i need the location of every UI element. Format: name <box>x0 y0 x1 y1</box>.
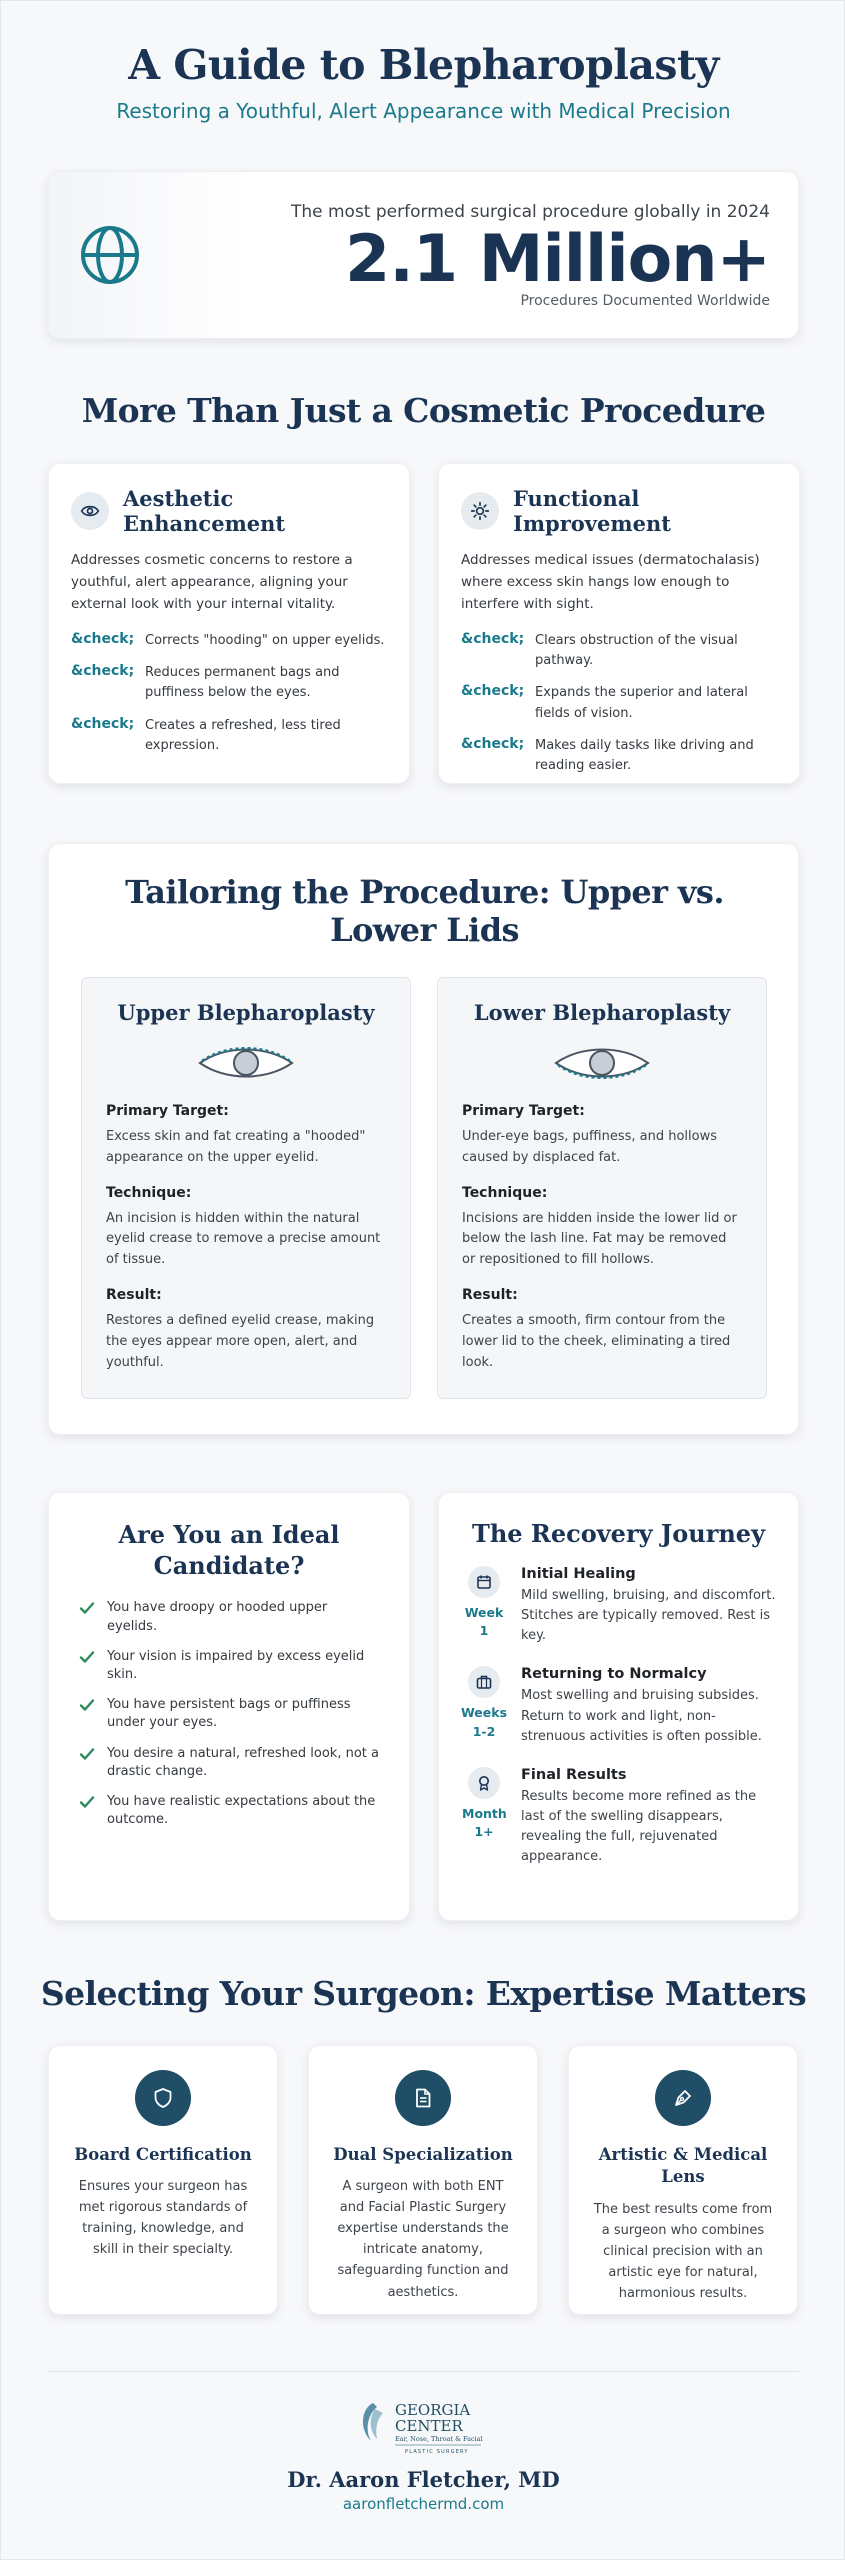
list-item: &check; Clears obstruction of the visual pathway. <box>461 631 777 671</box>
check-mark: &check; <box>71 631 135 648</box>
candidate-card <box>48 1492 410 1921</box>
card-description: Addresses cosmetic concerns to restore a youthful, alert appearance, aligning your external look with your internal vitality. <box>71 552 353 612</box>
check-mark: &check; <box>71 663 135 680</box>
list-item: &check; Corrects "hooding" on upper eyelids. <box>71 631 387 651</box>
recovery-title: The Recovery Journey <box>471 1519 766 1548</box>
card-title: Board Certification <box>74 2145 252 2164</box>
upper-lid-panel: Upper Blepharoplasty Primary Target: Excess skin and fat creating a "hooded" appearance on the upper eyelid. Technique: An incision is hidden within the natural eyelid crease to remove a precise amount of tissue. Result: Restores a defined eyelid crease, making the eyes appear more open, alert, and youthful. <box>81 977 411 1399</box>
panel-title: Upper Blepharoplasty <box>117 1000 375 1025</box>
list-item: Your vision is impaired by excess eyelid skin. <box>79 1648 379 1684</box>
lower-eyelid-icon <box>552 1043 652 1083</box>
award-icon <box>468 1767 500 1799</box>
list-item: &check; Expands the superior and lateral fields of vision. <box>461 683 777 723</box>
georgia-center-logo <box>353 2395 493 2457</box>
footer-divider <box>48 2371 799 2372</box>
board-certification-card <box>48 2045 278 2315</box>
website-link[interactable]: aaronfletchermd.com <box>342 2495 505 2513</box>
stat-caption: The most performed surgical procedure globally in 2024 <box>290 202 770 222</box>
list-item: You desire a natural, refreshed look, not a drastic change. <box>79 1745 379 1781</box>
card-title: Aesthetic Enhancement <box>123 486 286 537</box>
pen-icon <box>655 2070 711 2126</box>
check-icon <box>79 1649 95 1665</box>
section-title-surgeon: Selecting Your Surgeon: Expertise Matters <box>40 1974 807 2013</box>
recovery-when: Weeks 1-2 <box>460 1705 508 1739</box>
stat-card <box>48 171 799 339</box>
lower-lid-panel: Lower Blepharoplasty Primary Target: Under-eye bags, puffiness, and hollows caused by displaced fat. Technique: Incisions are hidden inside the lower lid or below the lash line. Fat may be removed or repositioned to fill hollows. Result: Creates a smooth, firm contour from the lower lid to the cheek, eliminating a tired look. <box>437 977 767 1399</box>
section-title-cosmetic: More Than Just a Cosmetic Procedure <box>81 391 766 430</box>
stat-note: Procedures Documented Worldwide <box>520 293 770 309</box>
section-title-tailoring: Tailoring the Procedure: Upper vs. Lower Lids <box>125 873 724 949</box>
card-description: The best results come from a surgeon who combines clinical precision with an artistic eye for natural, harmonious results. <box>593 2201 773 2301</box>
upper-eyelid-icon <box>196 1043 296 1083</box>
list-item: &check; Reduces permanent bags and puffiness below the eyes. <box>71 663 387 703</box>
calendar-icon <box>468 1566 500 1598</box>
document-icon <box>395 2070 451 2126</box>
list-item: You have droopy or hooded upper eyelids. <box>79 1599 379 1635</box>
list-item: You have realistic expectations about the outcome. <box>79 1793 379 1829</box>
panel-title: Lower Blepharoplasty <box>473 1000 731 1025</box>
card-title: Dual Specialization <box>333 2145 513 2164</box>
aesthetic-card <box>48 463 410 784</box>
card-description: Ensures your surgeon has met rigorous standards of training, knowledge, and skill in their specialty. <box>78 2179 248 2258</box>
card-title: Artistic & Medical Lens <box>598 2145 768 2187</box>
recovery-step: Month 1+ Final Results Results become more refined as the last of the swelling disappears, revealing the full, rejuvenated appearance. <box>462 1766 757 1865</box>
briefcase-icon <box>468 1666 500 1698</box>
check-mark: &check; <box>461 631 525 648</box>
check-mark: &check; <box>461 683 525 700</box>
svg-text:Ear, Nose, Throat & Facial: Ear, Nose, Throat & Facial <box>395 2435 483 2443</box>
recovery-when: Month 1+ <box>462 1805 507 1839</box>
tailoring-card <box>48 843 799 1435</box>
check-icon <box>79 1746 95 1762</box>
list-item: &check; Creates a refreshed, less tired expression. <box>71 716 387 756</box>
svg-text:PLASTIC SURGERY: PLASTIC SURGERY <box>405 2449 469 2455</box>
card-title: Functional Improvement <box>513 486 671 537</box>
eye-icon <box>71 492 109 530</box>
functional-card <box>438 463 800 784</box>
artistic-medical-lens-card <box>568 2045 798 2315</box>
dual-specialization-card <box>308 2045 538 2315</box>
check-icon <box>79 1794 95 1810</box>
svg-text:GEORGIA: GEORGIA <box>395 2401 471 2419</box>
card-description: A surgeon with both ENT and Facial Plastic Surgery expertise understands the intricate anatomy, safeguarding function and aesthetics. <box>337 2179 509 2300</box>
card-description: Addresses medical issues (dermatochalasis) where excess skin hangs low enough to interfere with sight. <box>461 552 760 612</box>
recovery-step: Week 1 Initial Healing Mild swelling, bruising, and discomfort. Stitches are typically removed. Rest is key. <box>459 1566 778 1646</box>
stat-value: 2.1 Million+ <box>345 222 770 297</box>
list-item: &check; Makes daily tasks like driving and reading easier. <box>461 736 777 776</box>
check-icon <box>79 1697 95 1713</box>
check-mark: &check; <box>461 735 525 752</box>
recovery-step: Weeks 1-2 Returning to Normalcy Most swelling and bruising subsides. Return to work and light, non-strenuous activities is often possible. <box>460 1666 762 1744</box>
candidate-title: Are You an Ideal Candidate? <box>118 1520 340 1581</box>
globe-icon <box>77 222 143 288</box>
page-title: A Guide to Blepharoplasty <box>128 41 719 89</box>
list-item: You have persistent bags or puffiness under your eyes. <box>79 1696 379 1732</box>
recovery-card <box>438 1492 799 1921</box>
doctor-name: Dr. Aaron Fletcher, MD <box>287 2467 560 2492</box>
shield-icon <box>135 2070 191 2126</box>
check-icon <box>79 1600 95 1616</box>
recovery-when: Week 1 <box>464 1605 504 1639</box>
page-subtitle: Restoring a Youthful, Alert Appearance with Medical Precision <box>116 99 731 123</box>
check-mark: &check; <box>71 715 135 732</box>
sun-icon <box>461 492 499 530</box>
svg-text:CENTER: CENTER <box>395 2417 463 2435</box>
